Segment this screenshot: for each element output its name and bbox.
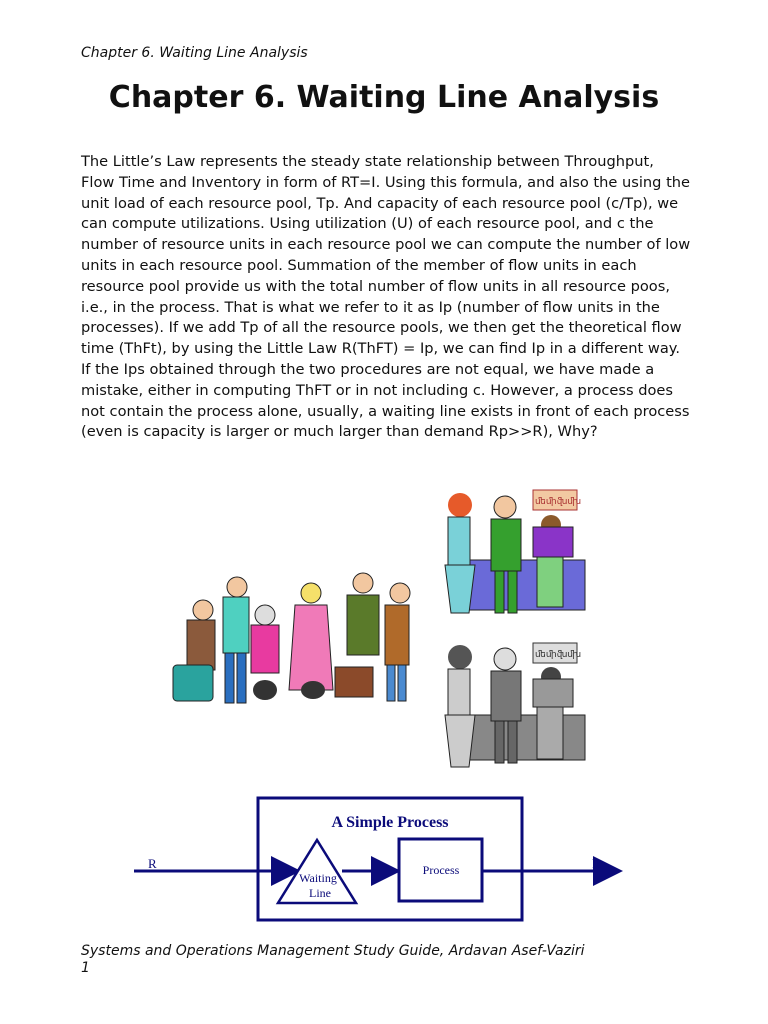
waiting-line-illustration [165, 485, 595, 780]
svg-text:ﬔﬕﬖﬗ: ﬔﬕﬖﬗ [535, 650, 582, 660]
page-footer [81, 943, 585, 977]
waiting-line-label-2: Line [309, 886, 331, 900]
waiting-line-label-1: Waiting [299, 871, 337, 885]
svg-text:ﬔﬕﬖﬗ: ﬔﬕﬖﬗ [535, 497, 582, 507]
queue-of-people [173, 573, 410, 703]
running-header: Chapter 6. Waiting Line Analysis [81, 45, 308, 61]
page-number: 1 [81, 960, 90, 976]
diagram-title: A Simple Process [331, 814, 449, 831]
input-rate-label: R [148, 856, 157, 871]
page-title: Chapter 6. Waiting Line Analysis [108, 80, 660, 115]
output-rate-label: R [592, 856, 601, 871]
counter-scene-gray [445, 643, 585, 767]
process-label: Process [422, 863, 460, 877]
footer-citation: Systems and Operations Management Study Guide, Ardavan Asef-Vaziri [81, 943, 585, 959]
body-paragraph: The Little’s Law represents the steady state relationship between Throughput, Flow Time and Inventory in form of RT=I. Using this formula, and also the using the unit load of each resource pool, Tp. And capacity of each resource pool (c/Tp), we can compute utilizations. Using utilization (U) of each resource pool, and c the number of resource units in each resource pool we can compute the number of low units in each resource pool. Summation of the member of flow units in each resource pool provide us with the total number of flow units in all resource poos, i.e., in the process. That is what we refer to it as Ip (number of flow units in the processes). If we add Tp of all the resource pools, we then get the theoretical flow time (ThFt), by using the Little Law R(ThFT) = Ip, we can find Ip in a different way. If the Ips obtained through the two procedures are not equal, we have made a mistake, either in computing ThFT or in not including c. However, a process does not contain the process alone, usually, a waiting line exists in front of each process (even is capacity is larger or much larger than demand Rp>>R), Why? [81, 153, 691, 441]
counter-scene-color [445, 490, 585, 613]
simple-process-diagram [120, 790, 640, 930]
